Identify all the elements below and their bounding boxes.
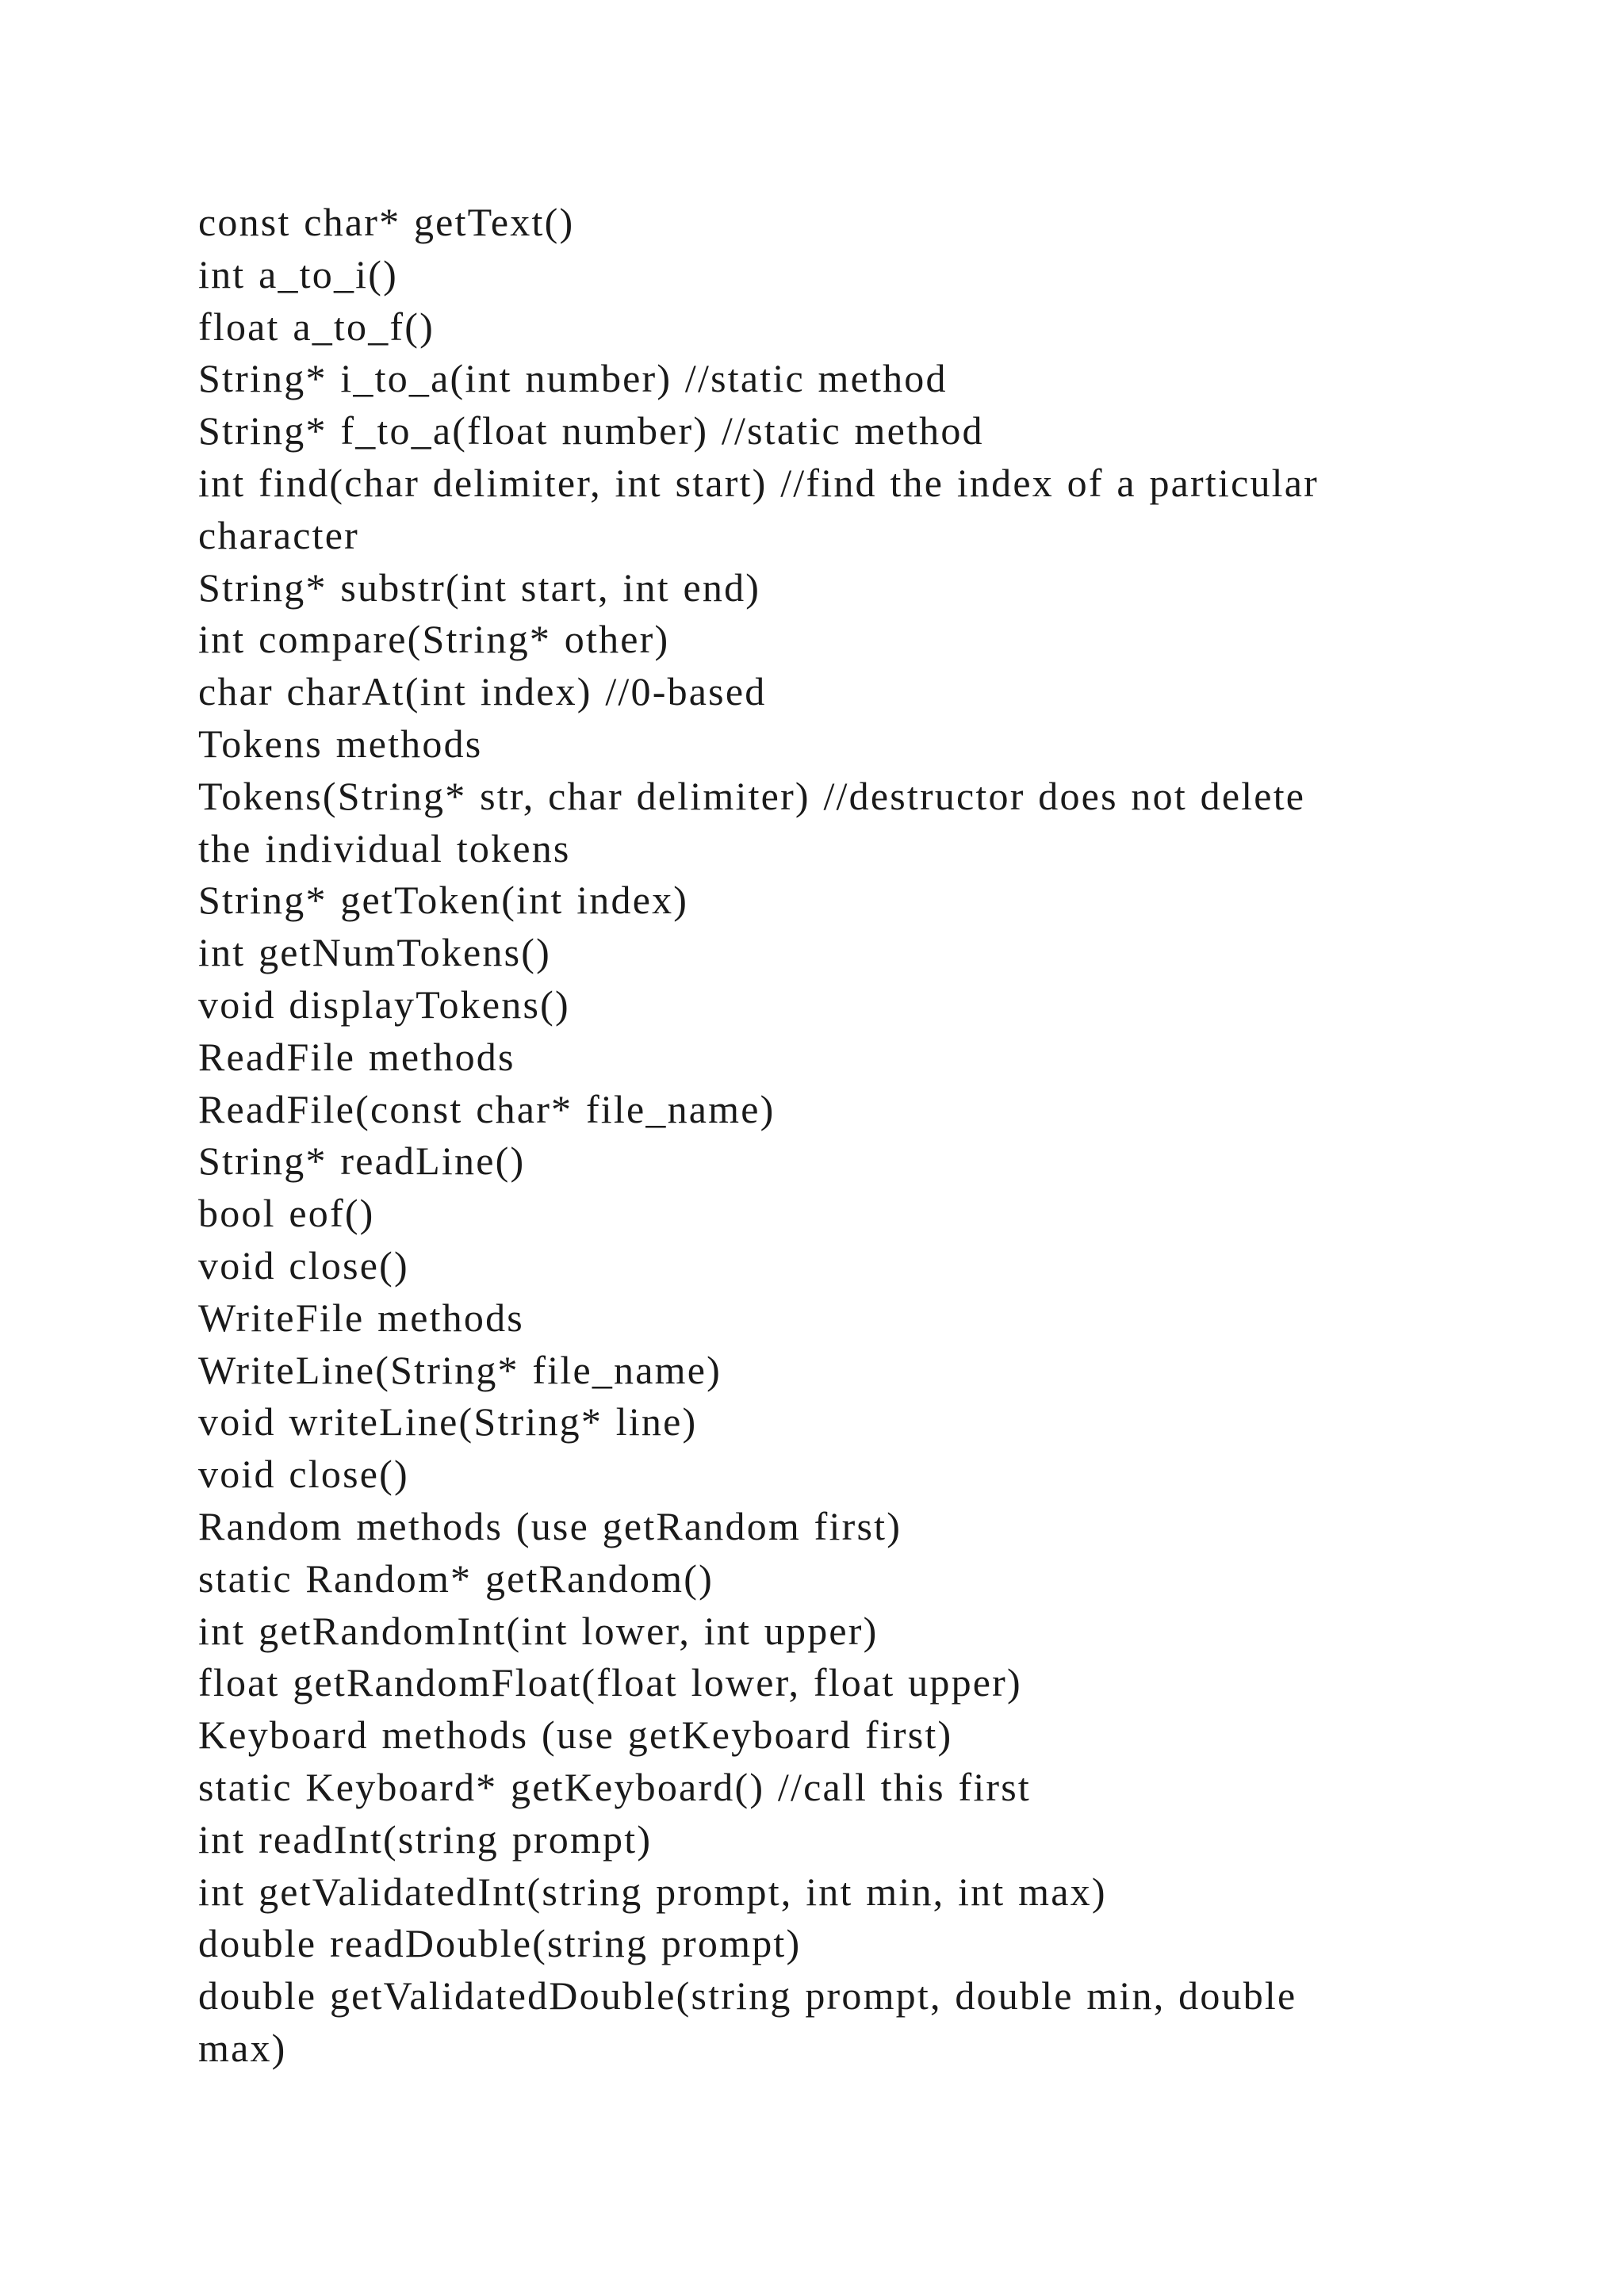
text-line: the individual tokens	[198, 825, 571, 871]
text-line: float a_to_f()	[198, 304, 435, 349]
text-line: void writeLine(String* line)	[198, 1399, 698, 1445]
text-line: const char* getText()	[198, 200, 575, 244]
text-line: void displayTokens()	[198, 982, 570, 1027]
text-line: String* readLine()	[198, 1138, 526, 1184]
text-line: void close()	[198, 1242, 409, 1288]
text-line: int a_to_i()	[198, 251, 398, 297]
text-line: max)	[198, 2025, 287, 2070]
text-line: int getNumTokens()	[198, 930, 551, 975]
section-heading: WriteFile methods	[198, 1295, 524, 1340]
text-line: int readInt(string prompt)	[198, 1816, 653, 1862]
text-line: ReadFile(const char* file_name)	[198, 1086, 776, 1131]
section-heading: Tokens methods	[198, 721, 483, 766]
text-line: String* getToken(int index)	[198, 878, 689, 923]
text-line: String* i_to_a(int number) //static method	[198, 356, 948, 401]
text-line: WriteLine(String* file_name)	[198, 1347, 722, 1392]
text-line: int getRandomInt(int lower, int upper)	[198, 1608, 879, 1653]
text-line: int find(char delimiter, int start) //find the index of a particular	[198, 460, 1320, 505]
document-text	[198, 197, 1483, 2075]
text-line: void close()	[198, 1452, 409, 1497]
text-line: double getValidatedDouble(string prompt, double min, double	[198, 1973, 1297, 2019]
text-line: character	[198, 512, 359, 557]
text-line: int getValidatedInt(string prompt, int min, int max)	[198, 1869, 1107, 1914]
section-heading: ReadFile methods	[198, 1034, 515, 1079]
text-line: float getRandomFloat(float lower, float upper)	[198, 1660, 1022, 1705]
text-line: int compare(String* other)	[198, 617, 670, 662]
text-line: static Random* getRandom()	[198, 1556, 714, 1601]
text-line: char charAt(int index) //0-based	[198, 669, 767, 714]
section-heading: Random methods (use getRandom first)	[198, 1503, 902, 1548]
text-line: String* substr(int start, int end)	[198, 564, 761, 610]
text-line: bool eof()	[198, 1191, 375, 1236]
text-line: double readDouble(string prompt)	[198, 1921, 802, 1966]
text-line: Tokens(String* str, char delimiter) //destructor does not delete	[198, 773, 1306, 818]
section-heading: Keyboard methods (use getKeyboard first)	[198, 1712, 953, 1758]
text-line: String* f_to_a(float number) //static method	[198, 408, 984, 453]
text-line: static Keyboard* getKeyboard() //call this first	[198, 1764, 1032, 1809]
